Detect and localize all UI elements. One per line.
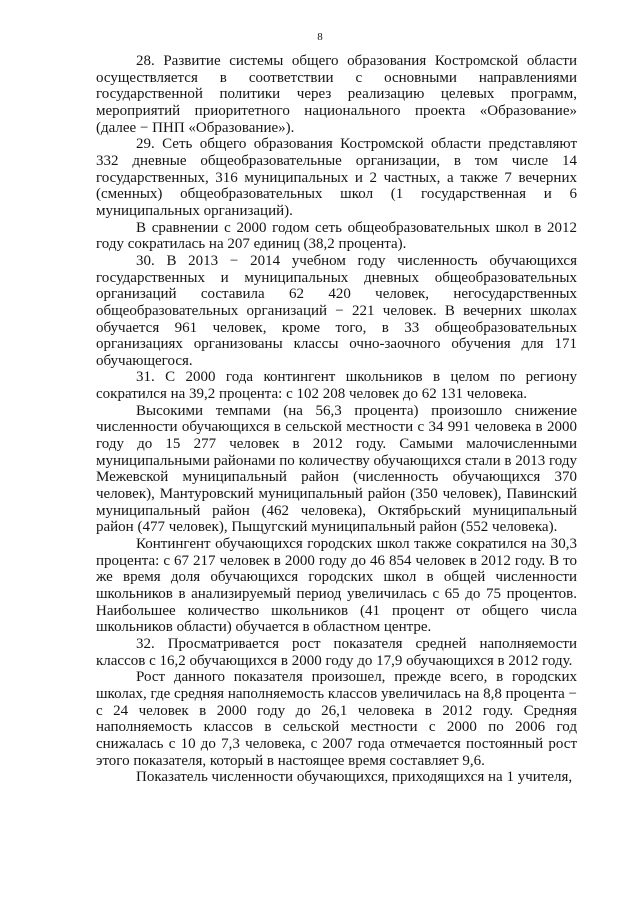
paragraph-urban-schools: Контингент обучающихся городских школ также сократился на 30,3 процента: с 67 217 человек в 2000 году до 46 854 человек в 2012 году. В то же время доля обучающихся городских школ в общей численности школьников в анализируемый период увеличилась с 65 до 75 процентов. Наибольшее количество школьников (41 процент от общего числа школьников области) обучается в областном центре. [96,536,577,636]
paragraph-31: 31. С 2000 года контингент школьников в целом по региону сократился на 39,2 процента: с 102 208 человек до 62 131 человека. [96,369,577,403]
document-body [96,53,577,786]
paragraph-30: 30. В 2013 − 2014 учебном году численность обучающихся государственных и муниципальных дневных общеобразовательных организаций составила 62 420 человек, негосударственных общеобразовательных организаций − 221 человек. В вечерних школах обучается 961 человек, кроме того, в 33 общеобразовательных организациях организованы классы очно-заочного обучения для 171 обучающегося. [96,252,577,369]
paragraph-class-size-growth: Рост данного показателя произошел, прежде всего, в городских школах, где средняя наполняемость классов увеличилась на 8,8 процента − с 24 человек в 2000 году до 26,1 человека в 2012 году. Средняя наполняемость классов в сельской местности с 2000 по 2006 год снижалась с 10 до 7,3 человека, с 2007 года отмечается постоянный рост этого показателя, который в настоящее время составляет 9,6. [96,669,577,769]
paragraph-students-per-teacher: Показатель численности обучающихся, приходящихся на 1 учителя, [136,769,573,786]
paragraph-rural-decline: Высокими темпами (на 56,3 процента) произошло снижение численности обучающихся в сельской местности с 34 991 человека в 2000 году до 15 277 человек в 2012 году. Самыми малочисленными муниципальными районами по количеству обучающихся стали в 2013 году Межевской муниципальный район (численность обучающихся 370 человек), Мантуровский муниципальный район (350 человек), Павинский муниципальный район (462 человека), Октябрьский муниципальный район (477 человек), Пыщугский муниципальный район (552 человека). [96,402,577,536]
paragraph-school-network-comparison: В сравнении с 2000 годом сеть общеобразовательных школ в 2012 году сократилась на 207 единиц (38,2 процента). [96,219,577,253]
page-number: 8 [317,31,323,43]
paragraph-32: 32. Просматривается рост показателя средней наполняемости классов с 16,2 обучающихся в 2000 году до 17,9 обучающихся в 2012 году. [96,635,577,669]
paragraph-29: 29. Сеть общего образования Костромской области представляют 332 дневные общеобразовательные организации, в том числе 14 государственных, 316 муниципальных и 2 частных, а также 7 вечерних (сменных) общеобразовательных школ (1 государственная и 6 муниципальных организаций). [96,136,577,219]
paragraph-28: 28. Развитие системы общего образования Костромской области осуществляется в соответствии с основными направлениями государственной политики через реализацию целевых программ, мероприятий приоритетного национального проекта «Образование» (далее − ПНП «Образование»). [96,53,577,136]
